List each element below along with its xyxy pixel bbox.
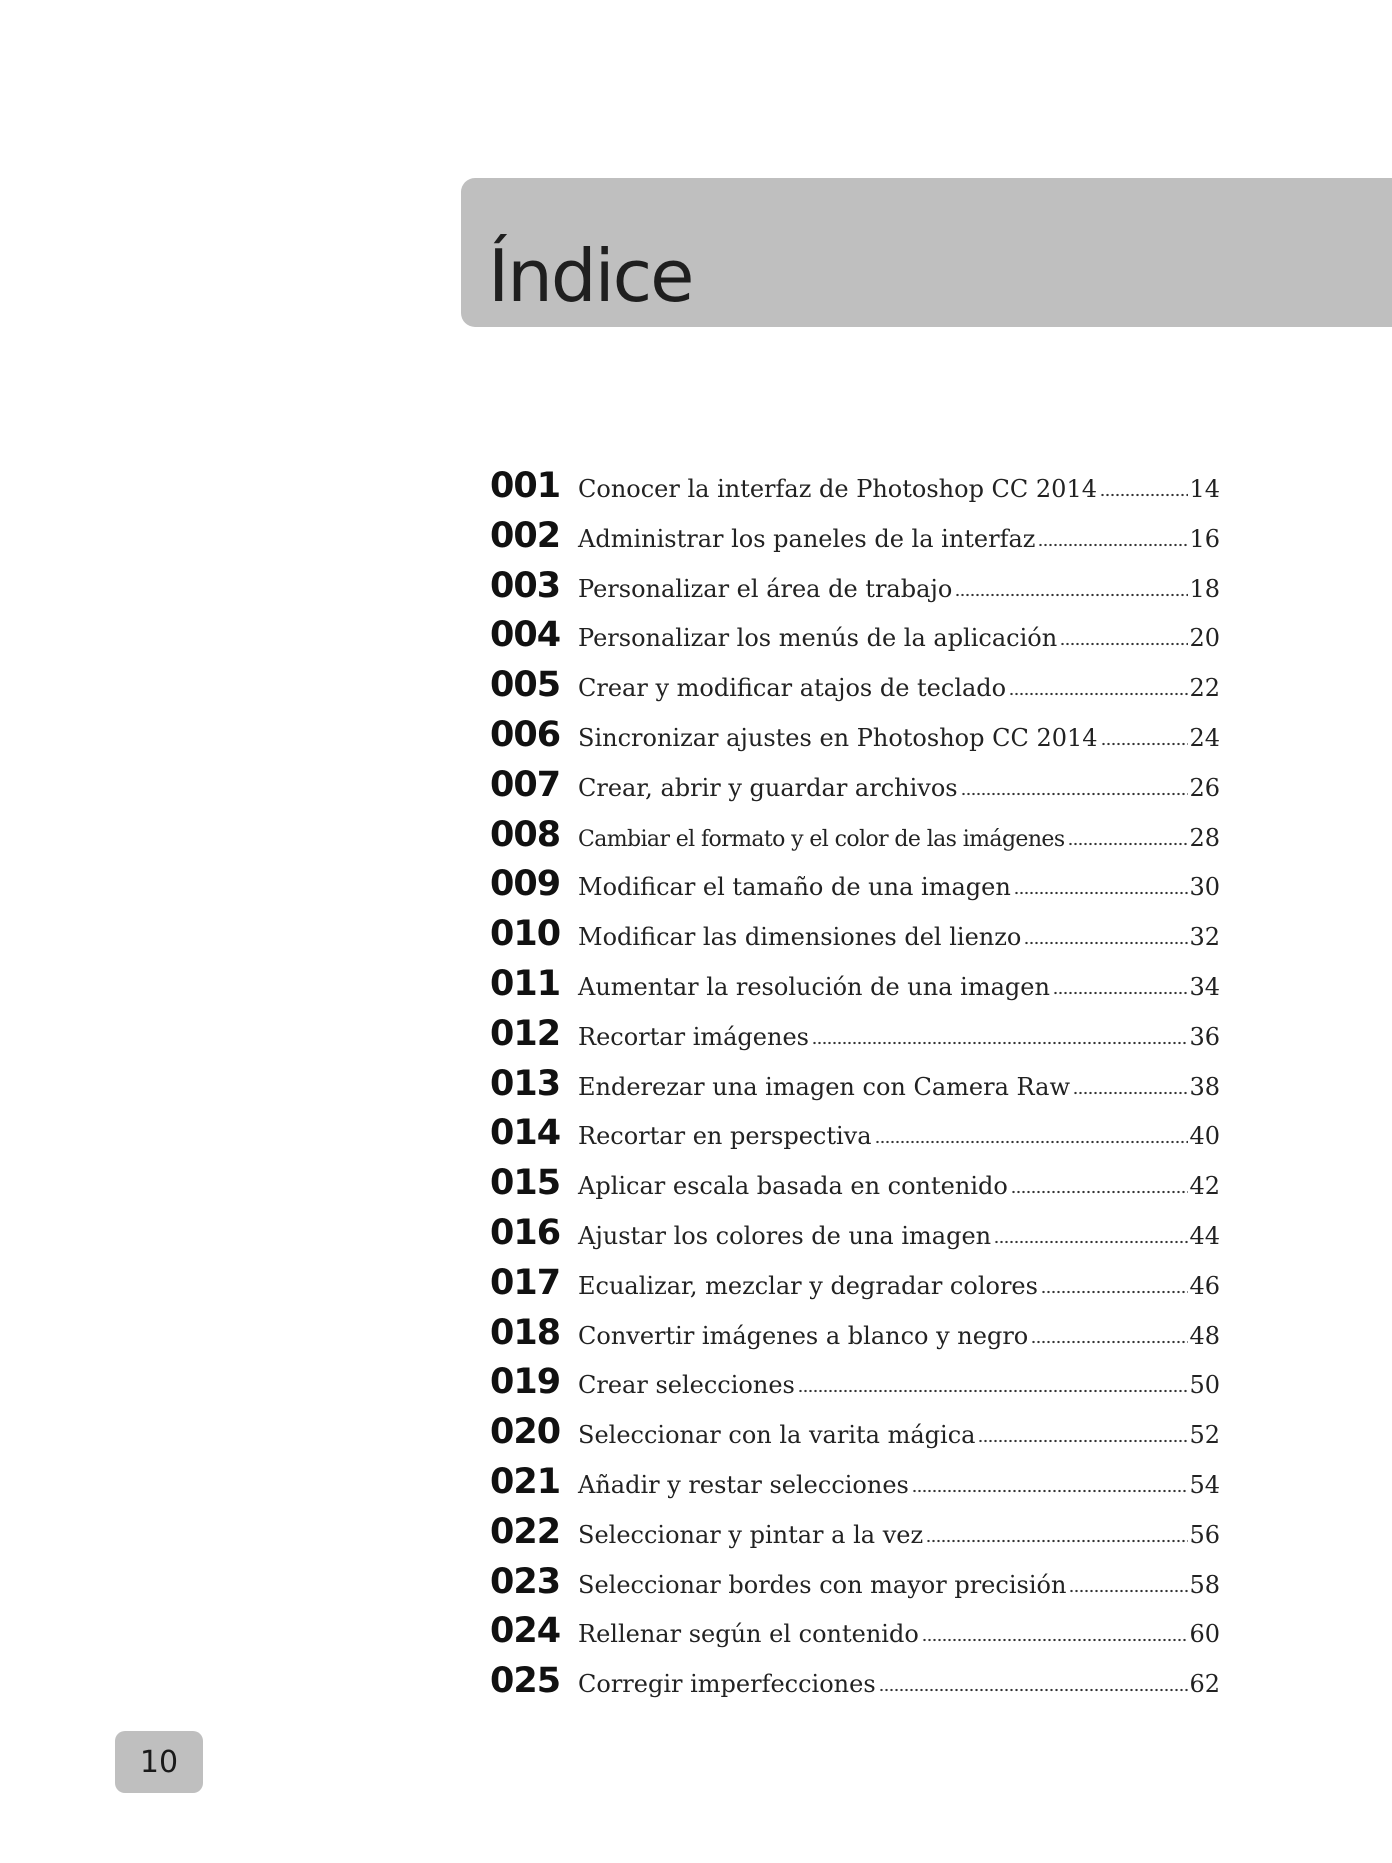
toc-entry[interactable]: [490, 964, 1220, 1014]
dot-leader: [1011, 1190, 1189, 1194]
toc-entry[interactable]: [490, 1562, 1220, 1612]
toc-entry-page: 14: [1189, 475, 1220, 503]
toc-entry-number: 008: [490, 814, 561, 855]
toc-entry-number: 015: [490, 1163, 561, 1204]
toc-entry-page: 22: [1189, 674, 1220, 703]
toc-entry[interactable]: [490, 1313, 1220, 1363]
toc-entry-number: 018: [490, 1312, 561, 1353]
toc-entry-title: Sincronizar ajustes en Photoshop CC 2014: [578, 723, 1098, 752]
toc-entry-page: 48: [1189, 1321, 1220, 1350]
toc-entry-page: 52: [1189, 1421, 1220, 1450]
toc-entry-title: Conocer la interfaz de Photoshop CC 2014: [578, 475, 1097, 503]
dot-leader: [1068, 842, 1189, 846]
toc-entry-page: 32: [1189, 923, 1220, 952]
toc-entry-page: 34: [1189, 972, 1220, 1001]
toc-entry[interactable]: [490, 1213, 1220, 1263]
toc-entry-page: 40: [1189, 1122, 1220, 1151]
page-title: Índice: [488, 234, 693, 318]
toc-entry-number: 003: [490, 565, 561, 606]
table-of-contents: [490, 466, 1220, 1711]
toc-entry-title: Crear selecciones: [578, 1371, 795, 1400]
toc-entry-title: Convertir imágenes a blanco y negro: [578, 1321, 1029, 1350]
page-number: 10: [139, 1744, 179, 1780]
dot-leader: [1038, 543, 1188, 547]
toc-entry[interactable]: [490, 1661, 1220, 1711]
toc-entry-number: 021: [490, 1461, 561, 1502]
toc-entry-number: 019: [490, 1362, 561, 1403]
toc-entry-number: 025: [490, 1661, 561, 1702]
toc-entry-number: 006: [490, 714, 561, 755]
toc-entry-page: 38: [1189, 1072, 1220, 1101]
dot-leader: [812, 1041, 1188, 1045]
toc-entry-number: 009: [490, 864, 561, 905]
toc-entry-page: 18: [1189, 574, 1220, 603]
toc-entry-page: 24: [1189, 723, 1220, 752]
dot-leader: [955, 593, 1188, 597]
toc-entry-title: Administrar los paneles de la interfaz: [578, 524, 1036, 553]
toc-entry-title: Recortar en perspectiva: [578, 1122, 872, 1151]
toc-entry[interactable]: [490, 665, 1220, 715]
toc-entry[interactable]: [490, 1611, 1220, 1661]
dot-leader: [1024, 941, 1188, 945]
toc-entry-page: 36: [1189, 1022, 1220, 1051]
toc-entry-title: Seleccionar y pintar a la vez: [578, 1520, 924, 1549]
toc-entry-page: 60: [1189, 1620, 1220, 1649]
toc-entry[interactable]: [490, 1014, 1220, 1064]
toc-entry-title: Personalizar el área de trabajo: [578, 574, 953, 603]
toc-entry-number: 013: [490, 1063, 561, 1104]
toc-entry[interactable]: [490, 466, 1220, 516]
toc-entry[interactable]: [490, 815, 1220, 865]
toc-entry-page: 56: [1189, 1520, 1220, 1549]
toc-entry-title: Aplicar escala basada en contenido: [578, 1172, 1008, 1201]
toc-entry-number: 024: [490, 1611, 561, 1652]
toc-entry-title: Ecualizar, mezclar y degradar colores: [578, 1271, 1038, 1300]
dot-leader: [1009, 692, 1188, 696]
toc-entry-title: Personalizar los menús de la aplicación: [578, 624, 1058, 653]
toc-entry-title: Seleccionar bordes con mayor precisión: [578, 1570, 1067, 1599]
toc-entry[interactable]: [490, 1113, 1220, 1163]
dot-leader: [978, 1439, 1188, 1443]
dot-leader: [1073, 1091, 1188, 1095]
toc-entry-number: 014: [490, 1113, 561, 1154]
toc-entry[interactable]: [490, 1412, 1220, 1462]
toc-entry-title: Ajustar los colores de una imagen: [578, 1221, 992, 1250]
dot-leader: [1100, 493, 1188, 497]
toc-entry-page: 26: [1189, 773, 1220, 802]
toc-entry-page: 30: [1189, 873, 1220, 902]
toc-entry-title: Modificar las dimensiones del lienzo: [578, 923, 1022, 952]
toc-entry-number: 011: [490, 963, 561, 1004]
dot-leader: [961, 792, 1189, 796]
toc-entry[interactable]: [490, 864, 1220, 914]
toc-entry-title: Recortar imágenes: [578, 1022, 809, 1051]
toc-entry-number: 012: [490, 1013, 561, 1054]
toc-entry-title: Modificar el tamaño de una imagen: [578, 873, 1011, 902]
dot-leader: [1031, 1340, 1188, 1344]
toc-entry-title: Corregir imperfecciones: [578, 1670, 876, 1699]
toc-entry[interactable]: [490, 1163, 1220, 1213]
toc-entry-number: 001: [490, 466, 561, 506]
toc-entry[interactable]: [490, 1512, 1220, 1562]
toc-entry-title: Cambiar el formato y el color de las imágenes: [578, 826, 1065, 852]
dot-leader: [1101, 742, 1189, 746]
toc-entry-page: 28: [1189, 823, 1220, 852]
toc-entry-title: Crear, abrir y guardar archivos: [578, 773, 958, 802]
page-number-badge: [115, 1731, 203, 1793]
toc-entry-page: 54: [1189, 1470, 1220, 1499]
toc-entry-page: 44: [1189, 1221, 1220, 1250]
toc-entry-page: 16: [1189, 524, 1220, 553]
title-band: [461, 178, 1392, 327]
toc-entry[interactable]: [490, 516, 1220, 566]
dot-leader: [1041, 1290, 1189, 1294]
dot-leader: [994, 1240, 1188, 1244]
toc-entry-title: Aumentar la resolución de una imagen: [578, 972, 1050, 1001]
toc-entry-page: 50: [1189, 1371, 1220, 1400]
toc-entry-page: 42: [1189, 1172, 1220, 1201]
toc-entry-number: 022: [490, 1511, 561, 1552]
toc-entry-number: 016: [490, 1212, 561, 1253]
toc-entry-number: 007: [490, 764, 561, 805]
dot-leader: [1060, 642, 1188, 646]
toc-entry-title: Seleccionar con la varita mágica: [578, 1421, 976, 1450]
dot-leader: [926, 1539, 1188, 1543]
toc-entry-number: 017: [490, 1262, 561, 1303]
toc-entry-page: 62: [1189, 1670, 1220, 1699]
toc-entry-number: 002: [490, 515, 561, 556]
toc-entry[interactable]: [490, 1362, 1220, 1412]
dot-leader: [879, 1688, 1189, 1692]
dot-leader: [1014, 891, 1189, 895]
toc-entry[interactable]: [490, 765, 1220, 815]
toc-entry[interactable]: [490, 566, 1220, 616]
toc-entry[interactable]: [490, 1064, 1220, 1114]
toc-entry-title: Enderezar una imagen con Camera Raw: [578, 1072, 1071, 1101]
toc-entry-number: 023: [490, 1561, 561, 1602]
toc-entry-number: 005: [490, 665, 561, 706]
toc-entry-title: Crear y modificar atajos de teclado: [578, 674, 1007, 703]
toc-entry[interactable]: [490, 715, 1220, 765]
toc-entry[interactable]: [490, 615, 1220, 665]
toc-entry-page: 20: [1189, 624, 1220, 653]
toc-entry-number: 004: [490, 615, 561, 656]
toc-entry-title: Añadir y restar selecciones: [578, 1470, 909, 1499]
toc-entry-title: Rellenar según el contenido: [578, 1620, 919, 1649]
toc-entry[interactable]: [490, 1462, 1220, 1512]
toc-entry-number: 010: [490, 914, 561, 955]
dot-leader: [912, 1489, 1189, 1493]
toc-entry-page: 46: [1189, 1271, 1220, 1300]
toc-entry[interactable]: [490, 1263, 1220, 1313]
dot-leader: [1053, 991, 1189, 995]
dot-leader: [875, 1140, 1189, 1144]
dot-leader: [922, 1638, 1189, 1642]
dot-leader: [1069, 1589, 1188, 1593]
toc-entry-page: 58: [1189, 1570, 1220, 1599]
toc-entry[interactable]: [490, 914, 1220, 964]
dot-leader: [798, 1389, 1189, 1393]
toc-entry-number: 020: [490, 1412, 561, 1453]
